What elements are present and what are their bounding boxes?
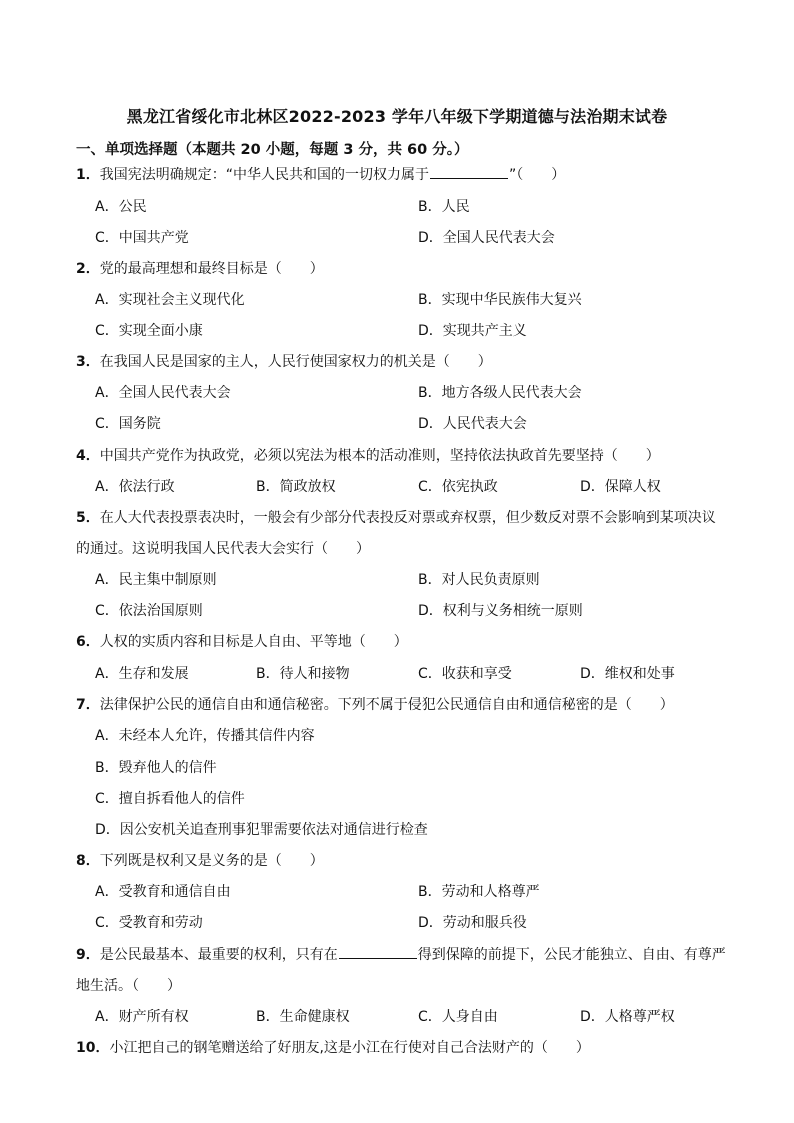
option-d: D．劳动和服兵役 xyxy=(418,915,527,931)
question-text: 下列既是权利又是义务的是（ ） xyxy=(99,853,324,869)
question-4 xyxy=(76,447,660,465)
option-b: B．毁弃他人的信件 xyxy=(95,760,217,776)
option-a: A．民主集中制原则 xyxy=(95,572,217,588)
question-number: 2． xyxy=(76,261,100,277)
question-number: 7． xyxy=(76,697,100,713)
option-c: C．受教育和劳动 xyxy=(95,915,203,931)
question-text: 法律保护公民的通信自由和通信秘密。下列不属于侵犯公民通信自由和通信秘密的是（ ） xyxy=(99,697,674,713)
question-text: 在我国人民是国家的主人，人民行使国家权力的机关是（ ） xyxy=(99,354,492,370)
option-d: D．因公安机关追查刑事犯罪需要依法对通信进行检查 xyxy=(95,822,428,838)
question-text: 在人大代表投票表决时，一般会有少部分代表投反对票或弃权票，但少数反对票不会影响到某项决议 xyxy=(99,510,716,526)
option-a: A．全国人民代表大会 xyxy=(95,385,231,401)
question-number: 5． xyxy=(76,510,100,526)
option-a: A．实现社会主义现代化 xyxy=(95,292,245,308)
question-2 xyxy=(76,260,324,278)
option-d: D．全国人民代表大会 xyxy=(418,230,555,246)
option-c: C．人身自由 xyxy=(418,1009,498,1025)
question-text: 是公民最基本、最重要的权利，只有在 xyxy=(99,947,338,963)
question-number: 4． xyxy=(76,448,100,464)
question-text: 党的最高理想和最终目标是（ ） xyxy=(99,261,324,277)
option-b: B．待人和接物 xyxy=(256,666,350,682)
question-9-continued: 地生活。（ ） xyxy=(76,978,181,994)
option-a: A．受教育和通信自由 xyxy=(95,884,231,900)
option-c: C．擅自拆看他人的信件 xyxy=(95,791,245,807)
option-c: C．依法治国原则 xyxy=(95,603,203,619)
option-b: B．对人民负责原则 xyxy=(418,572,540,588)
question-5-continued: 的通过。这说明我国人民代表大会实行（ ） xyxy=(76,541,370,557)
option-b: B．生命健康权 xyxy=(256,1009,350,1025)
question-5 xyxy=(76,509,716,527)
option-a: A．财产所有权 xyxy=(95,1009,189,1025)
option-c: C．国务院 xyxy=(95,416,161,432)
answer-blank xyxy=(339,946,417,959)
question-7 xyxy=(76,696,674,714)
question-text-end: 得到保障的前提下，公民才能独立、自由、有尊严 xyxy=(417,947,726,963)
question-text: 人权的实质内容和目标是人自由、平等地（ ） xyxy=(99,634,408,650)
question-number: 6． xyxy=(76,634,100,650)
question-number: 10． xyxy=(76,1040,110,1056)
question-9 xyxy=(76,946,726,964)
option-c: C．收获和享受 xyxy=(418,666,512,682)
option-c: C．依宪执政 xyxy=(418,479,498,495)
exam-title: 黑龙江省绥化市北林区2022-2023 学年八年级下学期道德与法治期末试卷 xyxy=(126,107,668,126)
question-10 xyxy=(76,1039,590,1057)
option-b: B．简政放权 xyxy=(256,479,336,495)
option-d: D．人民代表大会 xyxy=(418,416,527,432)
answer-blank xyxy=(430,166,508,179)
question-text: 我国宪法明确规定：“中华人民共和国的一切权力属于 xyxy=(99,167,430,183)
option-b: B．劳动和人格尊严 xyxy=(418,884,540,900)
question-number: 8． xyxy=(76,853,100,869)
section-heading: 一、单项选择题（本题共 20 小题，每题 3 分，共 60 分。） xyxy=(76,142,469,158)
option-a: A．生存和发展 xyxy=(95,666,189,682)
question-1 xyxy=(76,166,565,184)
question-number: 1． xyxy=(76,167,100,183)
option-c: C．中国共产党 xyxy=(95,230,189,246)
question-text: 小江把自己的钢笔赠送给了好朋友,这是小江在行使对自己合法财产的（ ） xyxy=(109,1040,590,1056)
question-number: 3． xyxy=(76,354,100,370)
option-d: D．权利与义务相统一原则 xyxy=(418,603,583,619)
question-number: 9． xyxy=(76,947,100,963)
option-a: A．依法行政 xyxy=(95,479,175,495)
question-8 xyxy=(76,852,324,870)
option-d: D．人格尊严权 xyxy=(580,1009,675,1025)
option-a: A．公民 xyxy=(95,199,147,215)
option-b: B．地方各级人民代表大会 xyxy=(418,385,582,401)
question-text: 中国共产党作为执政党，必须以宪法为根本的活动准则，坚持依法执政首先要坚持（ ） xyxy=(99,448,660,464)
question-text-end: ”（ ） xyxy=(509,167,566,183)
option-a: A．未经本人允许，传播其信件内容 xyxy=(95,728,315,744)
option-d: D．实现共产主义 xyxy=(418,323,527,339)
option-d: D．维权和处事 xyxy=(580,666,675,682)
option-d: D．保障人权 xyxy=(580,479,661,495)
option-b: B．实现中华民族伟大复兴 xyxy=(418,292,582,308)
question-3 xyxy=(76,353,492,371)
option-b: B．人民 xyxy=(418,199,470,215)
question-6 xyxy=(76,633,408,651)
option-c: C．实现全面小康 xyxy=(95,323,203,339)
